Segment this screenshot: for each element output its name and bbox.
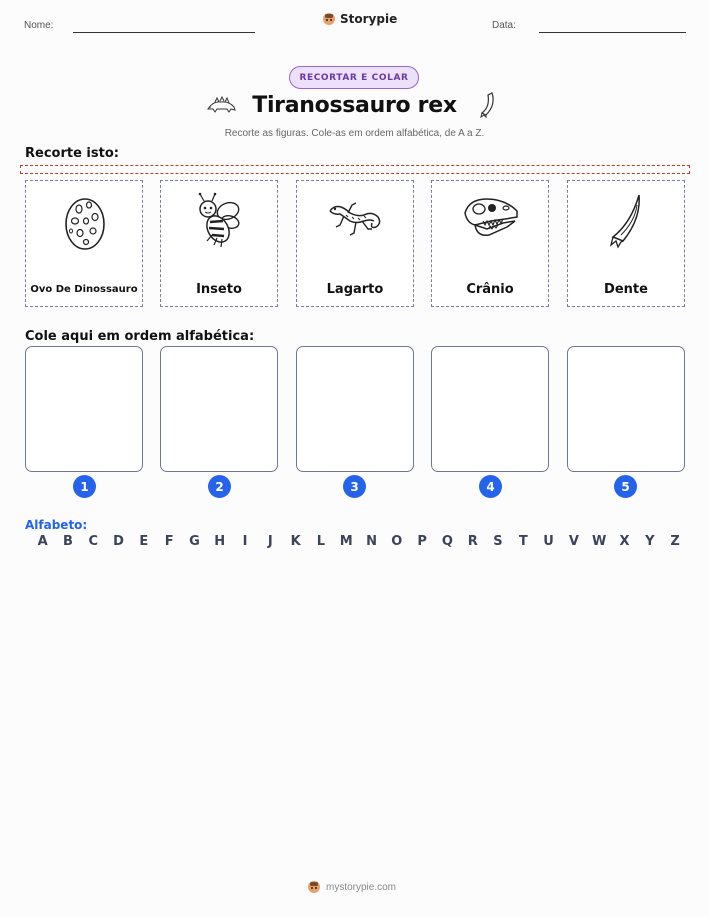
brand-logo [322, 12, 397, 26]
cut-card-skull[interactable] [431, 180, 549, 307]
alphabet-letter: Z [670, 534, 680, 549]
cut-card-label: Ovo De Dinossauro [30, 284, 138, 295]
trex-skull-icon [461, 191, 521, 251]
claw-icon [478, 91, 498, 119]
alphabet-letter: O [391, 534, 403, 549]
alphabet-letter: T [518, 534, 528, 549]
alphabet-letter: B [62, 534, 73, 549]
order-number-badge: 5 [614, 475, 637, 498]
lizard-icon [326, 191, 386, 251]
alphabet-letter: P [417, 534, 427, 549]
brand-name: Storypie [340, 12, 398, 26]
page-title: Tiranossauro rex [252, 93, 457, 118]
name-label: Nome: [24, 20, 54, 31]
alphabet-letter: M [339, 534, 353, 549]
order-number-badge: 3 [343, 475, 366, 498]
cut-card-tooth[interactable] [567, 180, 685, 307]
paste-box-3[interactable] [296, 346, 414, 472]
cut-card-label: Crânio [466, 282, 514, 297]
alphabet-letter: H [214, 534, 226, 549]
alphabet-letter: V [568, 534, 579, 549]
paste-heading: Cole aqui em ordem alfabética: [25, 329, 255, 344]
alphabet-letter: E [139, 534, 149, 549]
tooth-icon [597, 191, 657, 251]
alphabet-letter: J [267, 534, 273, 549]
alphabet-letter: G [189, 534, 200, 549]
bee-icon [190, 191, 250, 251]
paste-box-2[interactable] [160, 346, 278, 472]
alphabet-letter: X [619, 534, 630, 549]
alphabet-letter: S [493, 534, 503, 549]
alphabet-letter: F [164, 534, 174, 549]
cut-line [20, 165, 690, 174]
cut-card-lizard[interactable] [296, 180, 414, 307]
name-line [73, 32, 255, 33]
footer-url[interactable]: mystorypie.com [326, 881, 397, 893]
alphabet-row [30, 534, 688, 549]
order-number-badge: 2 [208, 475, 231, 498]
footer [307, 880, 396, 894]
date-label: Data: [492, 20, 516, 31]
alphabet-letter: Y [645, 534, 655, 549]
paste-box-1[interactable] [25, 346, 143, 472]
dinosaur-egg-icon [55, 191, 115, 251]
storypie-mascot-icon [322, 12, 336, 26]
cut-card-label: Lagarto [326, 282, 384, 297]
alphabet-label: Alfabeto: [25, 518, 88, 532]
alphabet-letter: N [366, 534, 377, 549]
alphabet-letter: K [290, 534, 301, 549]
cut-heading: Recorte isto: [25, 146, 119, 161]
instructions: Recorte as figuras. Cole-as em ordem alfabética, de A a Z. [224, 128, 485, 139]
activity-badge: RECORTAR E COLAR [289, 66, 419, 89]
alphabet-letter: D [113, 534, 124, 549]
paste-box-4[interactable] [431, 346, 549, 472]
alphabet-letter: U [543, 534, 554, 549]
paste-box-5[interactable] [567, 346, 685, 472]
cut-card-label: Dente [604, 282, 648, 297]
date-line [539, 32, 686, 33]
cut-card-egg[interactable] [25, 180, 143, 307]
cut-card-label: Inseto [196, 282, 242, 297]
alphabet-letter: L [316, 534, 326, 549]
order-number-badge: 1 [73, 475, 96, 498]
order-number-badge: 4 [479, 475, 502, 498]
alphabet-letter: A [37, 534, 48, 549]
alphabet-letter: C [88, 534, 99, 549]
alphabet-letter: W [592, 534, 607, 549]
cut-card-insect[interactable] [160, 180, 278, 307]
alphabet-letter: I [242, 534, 248, 549]
storypie-mascot-icon [307, 880, 321, 894]
alphabet-letter: Q [441, 534, 453, 549]
alphabet-letter: R [467, 534, 478, 549]
